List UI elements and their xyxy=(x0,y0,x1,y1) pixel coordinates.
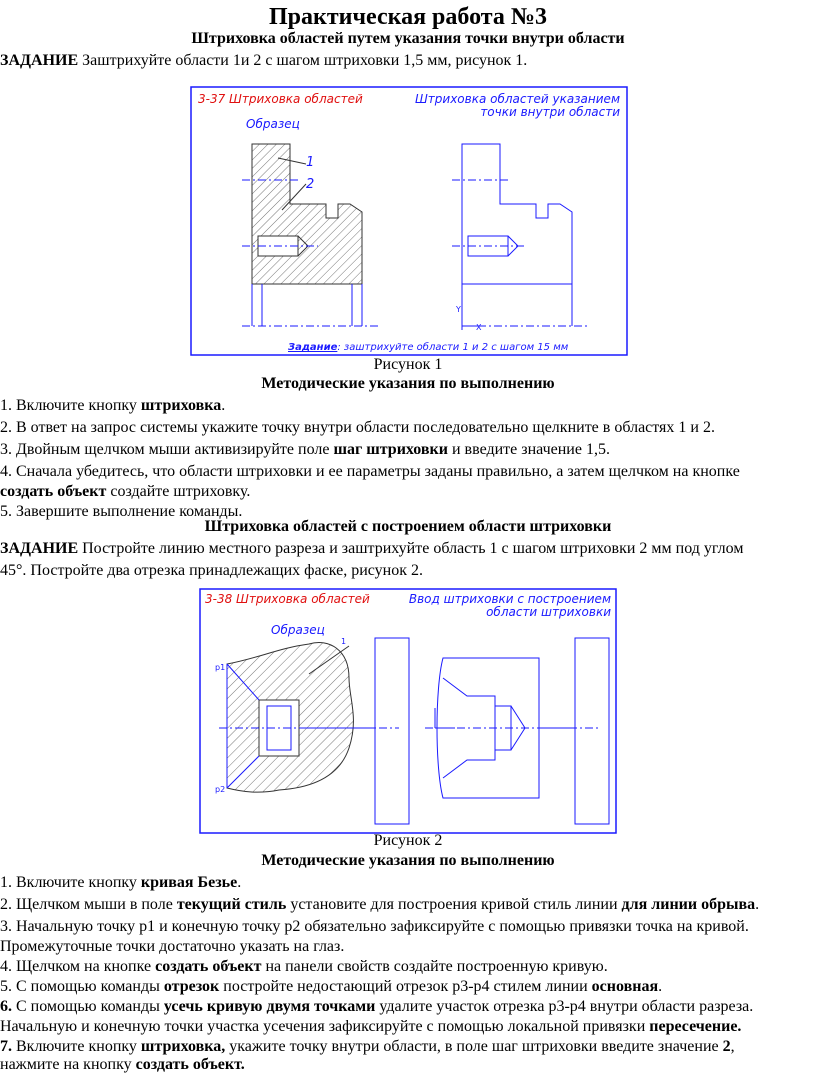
section1-heading: Штриховка областей путем указания точки внутри области xyxy=(191,30,625,47)
s1-step-1: 1. Включите кнопку штриховка. xyxy=(0,397,226,414)
figure-title-right-1: Штриховка областей указанием xyxy=(414,92,620,106)
s2-step-6-cont: Начальную и конечную точки участка усечения зафиксируйте с помощью локальной привязки пересечение. xyxy=(0,1018,742,1035)
task2-text-1: Постройте линию местного разреза и заштрихуйте область 1 с шагом штриховки 2 мм под углом xyxy=(78,540,744,557)
task-bottom-text xyxy=(288,341,569,353)
task-bottom-body: : заштрихуйте области 1 и 2 с шагом 15 мм xyxy=(337,342,569,353)
label2-1: 1 xyxy=(341,637,347,646)
s1-step-4-cont: создать объект создайте штриховку. xyxy=(0,483,251,500)
axis-x: X xyxy=(476,323,482,332)
figure2-title-right-2: области штриховки xyxy=(486,605,611,619)
s2-step-7-cont: нажмите на кнопку создать объект. xyxy=(0,1056,245,1073)
section1-task xyxy=(0,50,816,72)
figure-title-right-2: точки внутри области xyxy=(480,105,620,119)
section2-heading: Штриховка областей с построением области штриховки xyxy=(204,518,612,535)
task-bottom-label: Задание xyxy=(288,342,338,353)
s2-step-1: 1. Включите кнопку кривая Безье. xyxy=(0,874,242,891)
sample2-label: Образец xyxy=(271,623,325,637)
s2-step-3-cont: Промежуточные точки достаточно указать на глаз. xyxy=(0,938,345,955)
section2-task-1 xyxy=(0,538,816,560)
label-p2: p2 xyxy=(215,785,226,794)
page-title: Практическая работа №3 xyxy=(269,4,547,30)
s2-step-3: 3. Начальную точку р1 и конечную точку р2 обязательно зафиксируйте с помощью привязки точка на кривой. xyxy=(0,918,749,935)
task2-label: ЗАДАНИЕ xyxy=(0,540,79,557)
figure-1 xyxy=(190,86,628,356)
s1-step-5: 5. Завершите выполнение команды. xyxy=(0,503,243,520)
label-p1: p1 xyxy=(215,663,226,672)
label-1: 1 xyxy=(306,155,315,170)
figure2-title-right-1: Ввод штриховки с построением xyxy=(408,592,611,606)
figure2-title-left: 3-38 Штриховка областей xyxy=(205,592,370,606)
section2-task-2: 45°. Постройте два отрезка принадлежащих фаске, рисунок 2. xyxy=(0,562,423,579)
s2-step-5: 5. С помощью команды отрезок постройте недостающий отрезок р3-р4 стилем линии основная. xyxy=(0,978,663,995)
s1-step-4: 4. Сначала убедитесь, что области штриховки и ее параметры заданы правильно, а затем щелчком на кнопке xyxy=(0,463,740,480)
method-heading-1: Методические указания по выполнению xyxy=(261,375,555,392)
figure-1-caption: Рисунок 1 xyxy=(373,356,443,373)
sample-label: Образец xyxy=(246,117,300,131)
s1-step-2: 2. В ответ на запрос системы укажите точку внутри области последовательно щелкните в областях 1 и 2. xyxy=(0,419,715,436)
s2-step-4: 4. Щелчком на кнопке создать объект на панели свойств создайте построенную кривую. xyxy=(0,958,608,975)
figure-2 xyxy=(199,588,617,834)
figure-title-left: 3-37 Штриховка областей xyxy=(198,92,363,106)
s1-step-3: 3. Двойным щелчком мыши активизируйте поле шаг штриховки и введите значение 1,5. xyxy=(0,441,610,458)
method-heading-2: Методические указания по выполнению xyxy=(261,852,555,869)
figure-2-caption: Рисунок 2 xyxy=(373,832,443,849)
label-2: 2 xyxy=(306,177,315,192)
axis-y: Y xyxy=(456,305,461,314)
s2-step-6: 6. С помощью команды усечь кривую двумя точками удалите участок отрезка р3-р4 внутри области разреза. xyxy=(0,998,754,1015)
s2-step-7: 7. Включите кнопку штриховка, укажите точку внутри области, в поле шаг штриховки введите значение 2, xyxy=(0,1038,735,1055)
task-text: Заштрихуйте области 1и 2 с шагом штриховки 1,5 мм, рисунок 1. xyxy=(78,52,528,69)
s2-step-2: 2. Щелчком мыши в поле текущий стиль установите для построения кривой стиль линии для линии обрыва. xyxy=(0,896,760,913)
task-label: ЗАДАНИЕ xyxy=(0,52,79,69)
